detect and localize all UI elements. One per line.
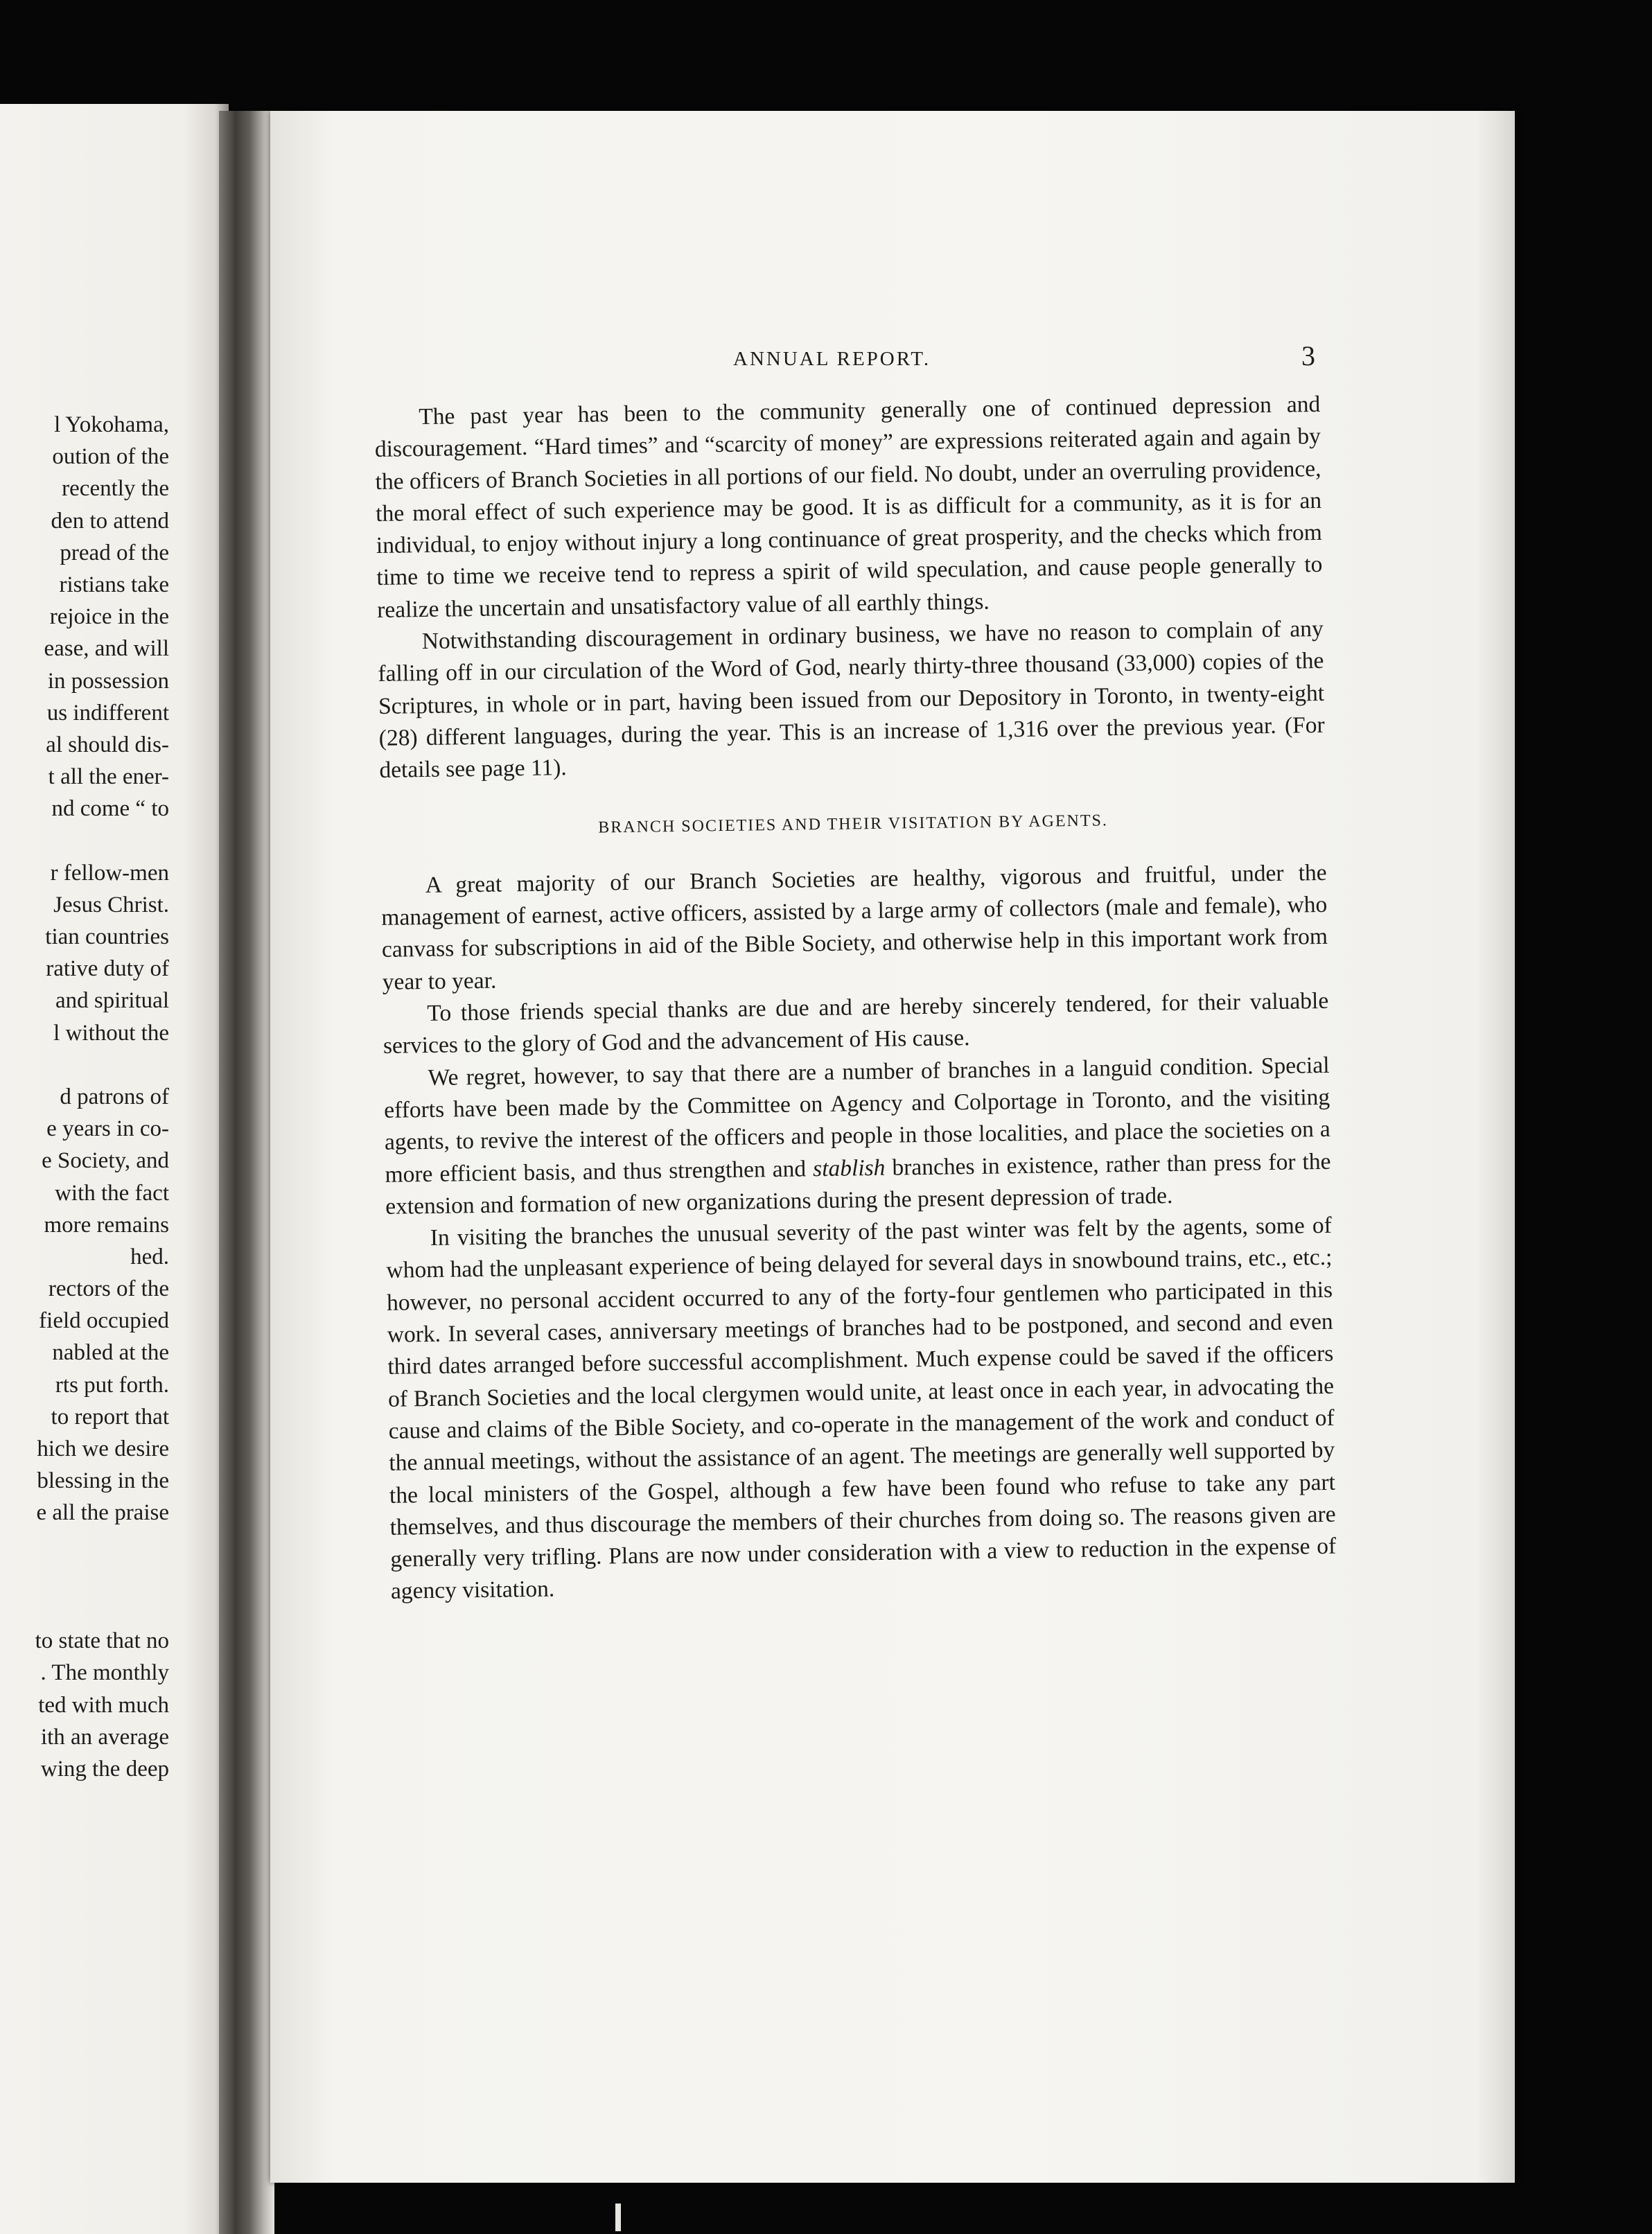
previous-page-line: al should dis- [46, 732, 169, 757]
paragraph: In visiting the branches the unusual severity of the past winter was felt by the agents, some of whom had the unpleasant experience of being delayed for several days in snowbound trains, etc., etc.; however, no personal accident occurred to any of the forty-four gentlemen who participated in this work. In several cases, anniversary meetings of branches had to be postponed, and second and even third dates arranged before successful accomplishment. Much expense could be saved if the officers of Branch Societies and the local clergymen would unite, at least once in each year, in advocating the cause and claims of the Bible Society, and co-operate in the management of the work and conduct of the annual meetings, without the assistance of an agent. The meetings are generally well supported by the local ministers of the Gospel, although a few have been found who refuse to take any part themselves, and thus discourage the members of their churches from doing so. The reasons given are generally very trifling. Plans are now under consideration with a view to reduction in the expense of agency visitation. [386, 1212, 1337, 1605]
previous-page-line: recently the [62, 476, 169, 502]
previous-page-line: pread of the [60, 540, 169, 565]
previous-page-line: us indifferent [46, 700, 169, 725]
previous-page-line: ease, and will [44, 636, 169, 662]
previous-page-line: e all the praise [36, 1500, 169, 1526]
previous-page-line: t all the ener- [48, 764, 169, 790]
running-head: ANNUAL REPORT. [733, 348, 931, 370]
previous-page-line: hed. [130, 1244, 169, 1269]
previous-page-line: more remains [44, 1212, 169, 1238]
previous-page-line: in possession [47, 668, 169, 694]
previous-page-line: ith an average [40, 1724, 169, 1750]
previous-page-line: field occupied [39, 1308, 169, 1334]
previous-page-text [0, 409, 169, 1785]
previous-page-line [0, 1529, 169, 1561]
binding-mark [615, 2204, 621, 2231]
paragraph [383, 1049, 1331, 1223]
previous-page-line [0, 1593, 169, 1625]
previous-page-line: blessing in the [37, 1468, 169, 1494]
previous-page-line: hich we desire [37, 1436, 169, 1461]
paragraph: To those friends special thanks are due and are hereby sincerely tendered, for their valuable services to the glory of God and the advancement of His cause. [383, 987, 1329, 1059]
previous-page-line: d patrons of [60, 1084, 169, 1109]
previous-page-line: nd come “ to [51, 796, 169, 822]
section-heading: BRANCH SOCIETIES AND THEIR VISITATION BY AGENTS. [598, 811, 1109, 837]
previous-page-line [0, 825, 169, 856]
previous-page-line [0, 1049, 169, 1081]
book-gutter [219, 111, 274, 2234]
previous-page-line: with the fact [55, 1180, 169, 1206]
previous-page-line [0, 1561, 169, 1593]
current-page [270, 111, 1515, 2183]
previous-page-line: Jesus Christ. [53, 892, 169, 917]
paragraph: Notwithstanding discouragement in ordinary business, we have no reason to complain of any falling off in our circulation of the Word of God, nearly thirty-three thousand (33,000) copies of the Scriptures, in whole or in part, having been issued from our Depository in Toronto, in twenty-eight (28) different languages, during the year. This is an increase of 1,316 over the previous year. (For details see page 11). [378, 615, 1325, 784]
paragraph: The past year has been to the community generally one of continued depression and discouragement. “Hard times” and “scarcity of money” are expressions reiterated again and again by the officers of Branch Societies in all portions of our field. No doubt, under an overruling providence, the moral effect of such experience may be good. It is as difficult for a community, as it is for an individual, to enjoy without injury a long continuance of great prosperity, and the checks which from time to time we receive tend to repress a spirit of wild speculation, and cause people generally to realize the uncertain and unsatisfactory value of all earthly things. [374, 391, 1323, 623]
previous-page-line: . The monthly [40, 1660, 169, 1686]
previous-page-line: oution of the [52, 444, 169, 470]
previous-page-line: rative duty of [46, 956, 169, 982]
previous-page-line: to state that no [35, 1628, 169, 1654]
previous-page [0, 104, 229, 2234]
previous-page-line: wing the deep [40, 1756, 169, 1782]
previous-page-line: rectors of the [48, 1276, 169, 1302]
previous-page-line: den to attend [51, 508, 169, 534]
previous-page-line: to report that [51, 1404, 169, 1430]
previous-page-line: l without the [53, 1020, 169, 1046]
previous-page-line: e years in co- [46, 1116, 169, 1142]
previous-page-line: tian countries [45, 924, 169, 949]
paragraph-text: branches in existence, rather than press for the extension and formation of new organizations during the present depression of trade. [385, 1148, 1331, 1220]
paragraph: A great majority of our Branch Societies are healthy, vigorous and fruitful, under the management of earnest, active officers, assisted by a large army of collectors (male and female), who canvass for subscriptions in aid of the Bible Society, and otherwise help in this important work from year to year. [381, 859, 1328, 995]
previous-page-line: l Yokohama, [54, 412, 169, 437]
previous-page-line: ristians take [59, 572, 169, 597]
previous-page-line: ted with much [38, 1692, 169, 1718]
previous-page-line: nabled at the [52, 1340, 169, 1366]
previous-page-line: rejoice in the [49, 604, 169, 630]
previous-page-line: and spiritual [55, 988, 169, 1014]
paragraph-text: We regret, however, to say that there are a number of branches in a languid condition. Special efforts have been made by the Committee on Agency and Colportage in Toronto, and the visiting agents, to revive the interest of the officers and people in those localities, and place the societies on a more efficient basis, and thus strengthen and [384, 1052, 1331, 1188]
previous-page-line: rts put forth. [55, 1372, 169, 1398]
italic-word: stablish [812, 1154, 886, 1181]
previous-page-line: e Society, and [42, 1148, 169, 1174]
previous-page-line: r fellow-men [50, 860, 169, 886]
page-number: 3 [1301, 340, 1315, 371]
page-body [374, 389, 1337, 1608]
